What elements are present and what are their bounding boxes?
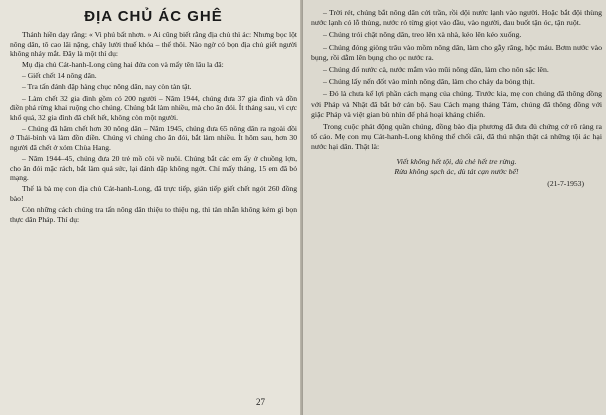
paragraph: – Đó là chưa kể lợi phần cách mạng của chúng. Trước kia, mẹ con chúng đã thông đồng với Pháp và Nhật đã bắt bớ cán bộ. Sau Cách mạng tháng Tám, chúng đã thông đồng với giặc Pháp và việt gian bù nhìn để phá hoại kháng chiến. [311, 89, 602, 119]
article-title: ĐỊA CHỦ ÁC GHÊ [84, 8, 223, 25]
quote-line: Viết không hết tội, dù chẻ hết tre rừng. [396, 156, 517, 166]
paragraph: Còn những cách chúng tra tấn nông dân thiệu to thiệu ng, thì tàn nhẫn không kém gì bọn thực dân Pháp. Thí dụ: [10, 205, 297, 224]
paragraph: – Năm 1944–45, chúng đưa 20 trẻ mồ côi về nuôi. Chúng bắt các em ấy ở chuồng lợn, cho ăn đói mặc rách, bắt làm quá sức, lại đánh đập không ngớt. Chỉ mấy tháng, 15 em đã bỏ mạng. [10, 154, 297, 183]
paragraph: Trong cuộc phát động quần chúng, đồng bào địa phương đã đưa đủ chứng cớ rõ ràng ra tố cáo. Mẹ con mụ Cát-hanh-Long không thể chối cãi, đã thú nhận thật cả những tội ác hại nước hại dân. Thật là: [311, 122, 602, 152]
paragraph: Thế là bà mẹ con địa chủ Cát-hanh-Long, đã trực tiếp, gián tiếp giết chết ngót 260 đồng bào! [10, 184, 297, 203]
closing-quote [311, 157, 602, 177]
page-number: 27 [256, 397, 265, 407]
paragraph: – Chúng đã hãm chết hơn 30 nông dân – Năm 1945, chúng đưa 65 nông dân ra ngoài đồi ở Thái-bình và làm đồn điền. Chúng vì chúng cho ăn đói, bắt làm nhiều. Ít hôm sau, hơn 30 người đã chết ở xóm Chùa Hang. [10, 123, 297, 153]
publication-date: (21-7-1953) [547, 178, 584, 188]
paragraph: – Trời rét, chúng bắt nông dân cởi trần, rồi dội nước lạnh vào người. Hoặc bắt đội thùng nước lạnh có lỗ thủng, nước rỏ từng giọt vào đầu, vào người, đau buốt tận óc, tận ruột. [311, 8, 602, 28]
paragraph: Mụ địa chủ Cát-hanh-Long cùng hai đứa con và mấy tên lâu la đã: [22, 60, 224, 70]
right-page [303, 0, 606, 415]
paragraph: – Chúng lấy nến đốt vào mình nông dân, làm cho chảy da bỏng thịt. [323, 77, 535, 87]
quote-line: Rửa không sạch ác, dù tát cạn nước bể! [394, 166, 519, 176]
paragraph: – Làm chết 32 gia đình gồm có 200 người – Năm 1944, chúng đưa 37 gia đình và đồn điền phá rừng khai ruộng cho chúng. Chúng bắt làm nhiều, mà cho ăn đói. Ít tháng sau, vì cực khổ quá, 32 gia đình đã chết hết, không còn một người. [10, 93, 297, 122]
paragraph: – Chúng đổ nước cà, nước mắm vào mũi nông dân, làm cho nôn sặc lên. [323, 65, 549, 75]
paragraph: – Chúng đóng giòng trâu vào mồm nông dân, làm cho gẫy răng, hộc máu. Bơm nước vào bụng, rồi dẫm lên bụng cho ọc nước ra. [311, 42, 602, 62]
paragraph: – Tra tấn đánh đập hàng chục nông dân, nay còn tàn tật. [22, 82, 192, 92]
paragraph: – Chúng trói chặt nông dân, treo lên xà nhà, kéo lên kéo xuống. [323, 30, 522, 40]
paragraph: Thánh hiền dạy rằng: « Vi phú bất nhơn. » Ai cũng biết rằng địa chủ thì ác: Nhưng bọc lột nông dân, tô cao lãi nặng, chây lười thuế khóa – thế thôi. Nào ngờ có bọn địa chủ giết người không nháy mắt. Đây là một thí dụ: [10, 30, 297, 59]
paragraph: – Giết chết 14 nông dân. [22, 71, 97, 81]
